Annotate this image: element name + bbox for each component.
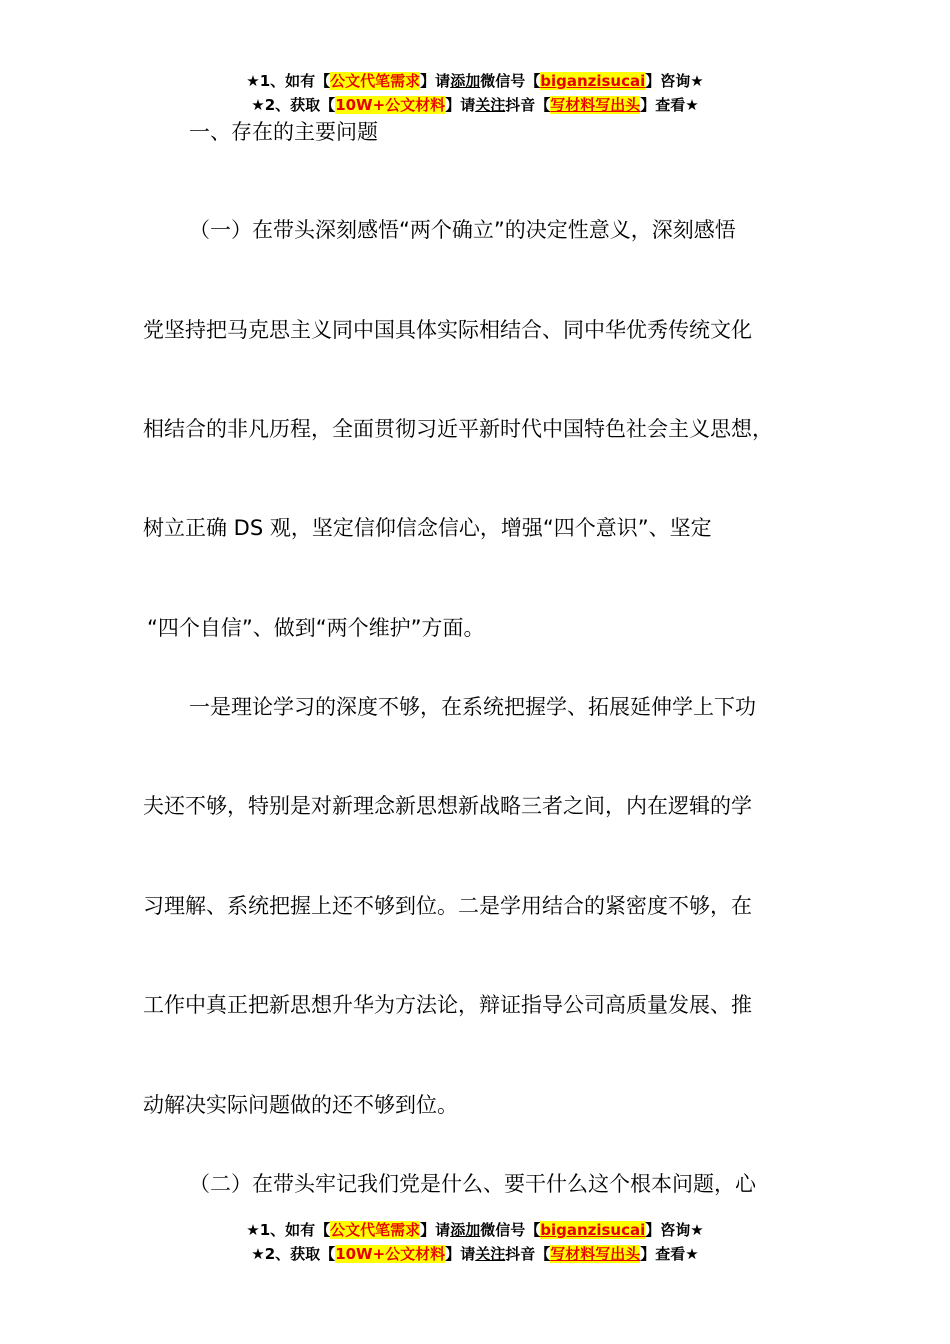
promo-douyin-account[interactable]: 写材料写出头 bbox=[550, 1245, 641, 1263]
paragraph-line: 相结合的非凡历程，全面贯彻习近平新时代中国特色社会主义思想， bbox=[143, 417, 773, 441]
paragraph-line: （一）在带头深刻感悟“两个确立”的决定性意义，深刻感悟 bbox=[189, 218, 736, 242]
promo-banner-bottom bbox=[0, 1218, 950, 1266]
paragraph-line: 习理解、系统把握上还不够到位。二是学用结合的紧密度不够，在 bbox=[143, 894, 752, 918]
paragraph-line: “四个自信”、做到“两个维护”方面。 bbox=[147, 616, 485, 640]
paragraph-line: 动解决实际问题做的还不够到位。 bbox=[143, 1093, 458, 1117]
paragraph-line: 树立正确 DS 观，坚定信仰信念信心，增强“四个意识”、坚定 bbox=[143, 516, 712, 540]
promo-need-highlight: 公文代笔需求 bbox=[330, 72, 421, 90]
promo-follow-link[interactable]: 关注 bbox=[475, 96, 506, 114]
section-heading: 一、存在的主要问题 bbox=[189, 120, 378, 144]
promo-follow-link[interactable]: 关注 bbox=[475, 1245, 506, 1263]
promo-line-1: ★1、如有【公文代笔需求】请添加微信号【biganzisucai】咨询★ bbox=[246, 1221, 704, 1239]
promo-wechat-id[interactable]: biganzisucai bbox=[540, 72, 646, 90]
promo-material-highlight: 10W+公文材料 bbox=[335, 96, 446, 114]
paragraph-line: （二）在带头牢记我们党是什么、要干什么这个根本问题，心 bbox=[189, 1172, 756, 1196]
promo-add-link[interactable]: 添加 bbox=[450, 1221, 481, 1239]
paragraph-line: 党坚持把马克思主义同中国具体实际相结合、同中华优秀传统文化 bbox=[143, 318, 752, 342]
paragraph-line: 夫还不够，特别是对新理念新思想新战略三者之间，内在逻辑的学 bbox=[143, 794, 752, 818]
promo-douyin-account[interactable]: 写材料写出头 bbox=[550, 96, 641, 114]
paragraph-line: 一是理论学习的深度不够，在系统把握学、拓展延伸学上下功 bbox=[189, 695, 756, 719]
promo-line-1: ★1、如有【公文代笔需求】请添加微信号【biganzisucai】咨询★ bbox=[246, 72, 704, 90]
promo-line-2: ★2、获取【10W+公文材料】请关注抖音【写材料写出头】查看★ bbox=[251, 96, 699, 114]
promo-need-highlight: 公文代笔需求 bbox=[330, 1221, 421, 1239]
paragraph-line: 工作中真正把新思想升华为方法论，辩证指导公司高质量发展、推 bbox=[143, 993, 752, 1017]
promo-line-2: ★2、获取【10W+公文材料】请关注抖音【写材料写出头】查看★ bbox=[251, 1245, 699, 1263]
promo-wechat-id[interactable]: biganzisucai bbox=[540, 1221, 646, 1239]
promo-add-link[interactable]: 添加 bbox=[450, 72, 481, 90]
promo-banner-top bbox=[0, 69, 950, 117]
promo-material-highlight: 10W+公文材料 bbox=[335, 1245, 446, 1263]
